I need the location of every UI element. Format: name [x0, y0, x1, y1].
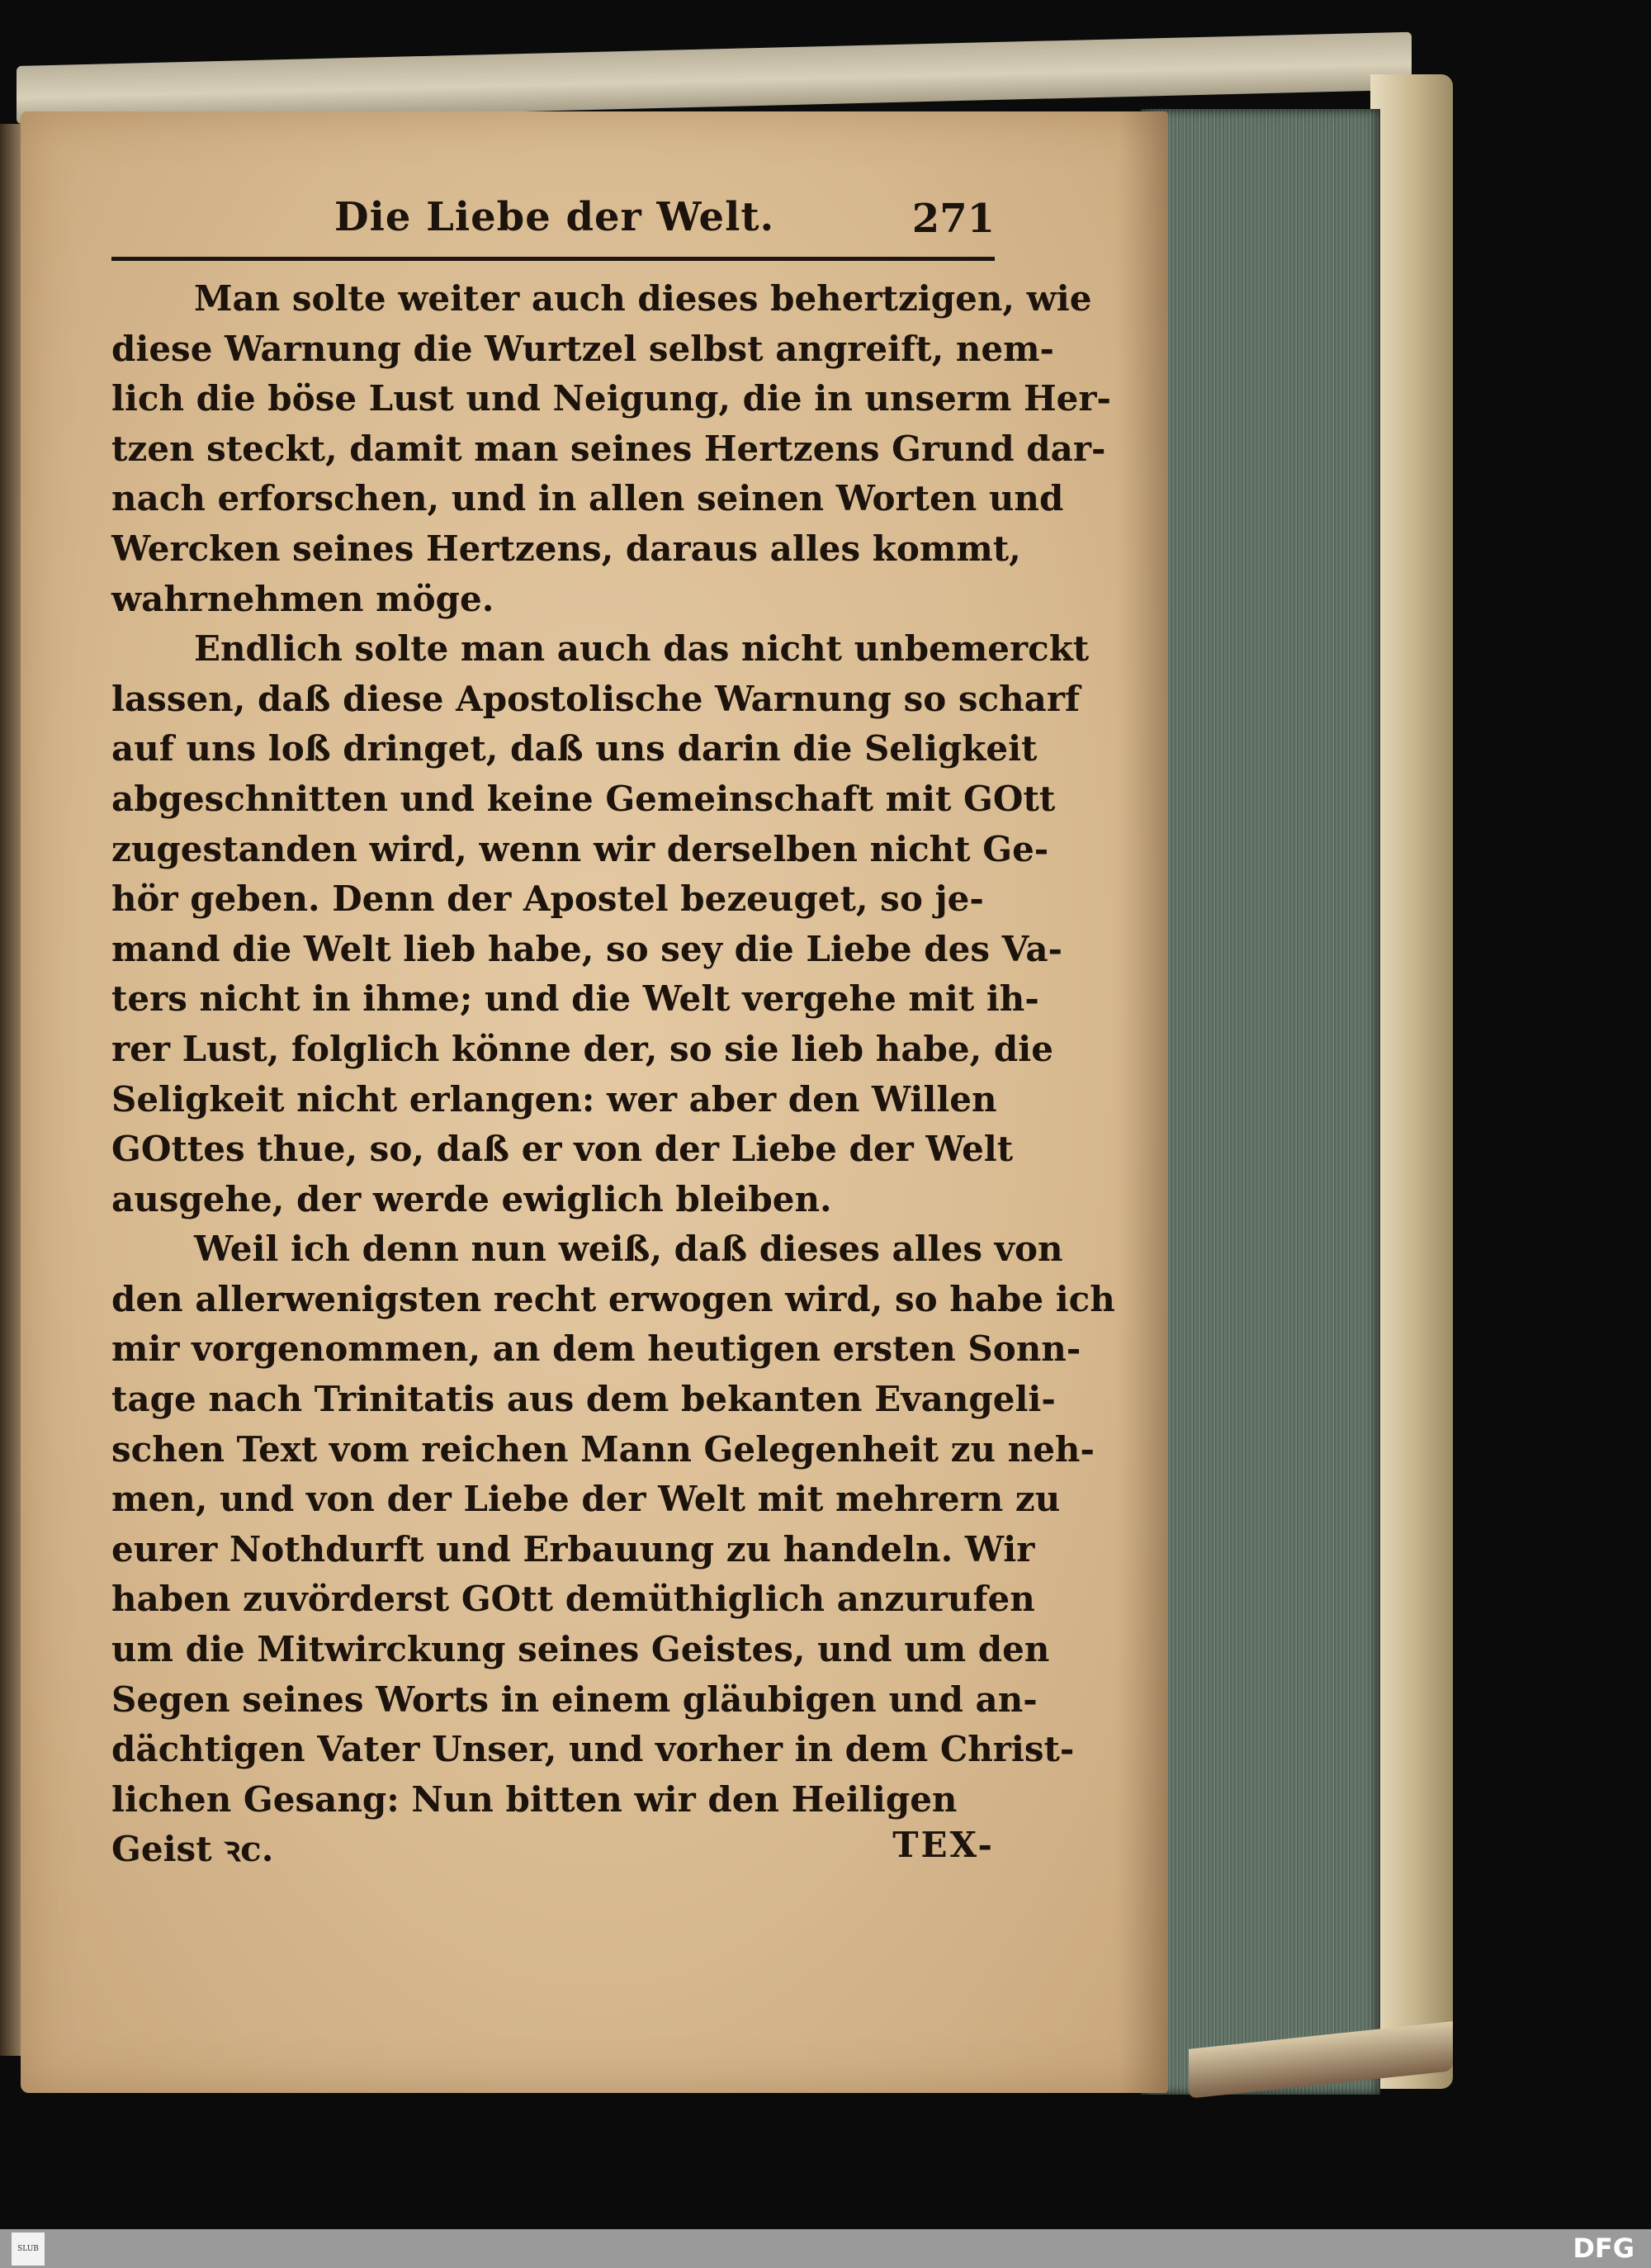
page-number: 271 — [911, 196, 995, 242]
closing-row — [111, 1825, 995, 1874]
text-line: zugestanden wird, wenn wir derselben nicht Ge- — [111, 828, 1049, 869]
dfg-mark: DFG — [1573, 2232, 1634, 2264]
text-line: haben zuvörderst GOtt demüthiglich anzurufen — [111, 1579, 1035, 1620]
viewer-footer-bar — [0, 2229, 1651, 2268]
text-line: Man solte weiter auch dieses behertzigen, wie — [194, 278, 1092, 319]
text-line: lich die böse Lust und Neigung, die in unserm Her- — [111, 378, 1111, 419]
text-line: tzen steckt, damit man seines Hertzens Grund dar- — [111, 428, 1106, 469]
text-line: abgeschnitten und keine Gemeinschaft mit GOtt — [111, 778, 1056, 819]
text-line: men, und von der Liebe der Welt mit mehrern zu — [111, 1479, 1061, 1520]
header-rule — [111, 257, 995, 261]
text-line: Endlich solte man auch das nicht unbemerckt — [194, 628, 1090, 670]
text-line: GOttes thue, so, daß er von der Liebe der Welt — [111, 1129, 1014, 1170]
text-line: mir vorgenommen, an dem heutigen ersten Sonn- — [111, 1328, 1081, 1370]
library-logo: SLUB — [12, 2232, 45, 2266]
paragraph-2 — [111, 624, 1090, 1224]
book-fore-edge — [1141, 109, 1380, 2095]
paragraph-1 — [111, 274, 1111, 624]
text-line: den allerwenigsten recht erwogen wird, so habe ich — [111, 1278, 1115, 1319]
book-back-cover — [1370, 74, 1453, 2089]
text-line: Segen seines Worts in einem gläubigen und an- — [111, 1679, 1038, 1720]
text-line: Seligkeit nicht erlangen: wer aber den Willen — [111, 1078, 997, 1120]
paragraph-3 — [111, 1224, 1115, 1825]
page-text-block — [111, 194, 1115, 1874]
text-line: lassen, daß diese Apostolische Warnung so scharf — [111, 678, 1081, 719]
page-gutter-shadow — [1119, 111, 1168, 2093]
text-line: rer Lust, folglich könne der, so sie lieb habe, die — [111, 1028, 1053, 1069]
text-line: nach erforschen, und in allen seinen Worten und — [111, 478, 1064, 519]
text-line: wahrnehmen möge. — [111, 578, 494, 619]
text-line: ausgehe, der werde ewiglich bleiben. — [111, 1178, 832, 1219]
text-line: schen Text vom reichen Mann Gelegenheit zu neh- — [111, 1428, 1095, 1470]
text-line: um die Mitwirckung seines Geistes, und um den — [111, 1629, 1050, 1670]
closing-line: Geist ꝛc. — [111, 1829, 274, 1870]
text-line: tage nach Trinitatis aus dem bekanten Evangeli- — [111, 1379, 1056, 1420]
text-line: eurer Nothdurft und Erbauung zu handeln. Wir — [111, 1528, 1035, 1570]
text-line: ters nicht in ihme; und die Welt vergehe mit ih- — [111, 978, 1039, 1020]
text-line: dächtigen Vater Unser, und vorher in dem Christ- — [111, 1729, 1075, 1770]
text-line: auf uns loß dringet, daß uns darin die Seligkeit — [111, 728, 1038, 769]
page-header — [111, 194, 995, 252]
text-line: hör geben. Denn der Apostel bezeuget, so je- — [111, 878, 984, 920]
catchword: TEX- — [892, 1825, 995, 1866]
text-line: diese Warnung die Wurtzel selbst angreift, nem- — [111, 328, 1054, 369]
text-line: lichen Gesang: Nun bitten wir den Heiligen — [111, 1778, 958, 1820]
running-title: Die Liebe der Welt. — [334, 194, 775, 240]
text-line: mand die Welt lieb habe, so sey die Liebe des Va- — [111, 928, 1062, 969]
text-line: Weil ich denn nun weiß, daß dieses alles von — [194, 1229, 1063, 1270]
text-line: Wercken seines Hertzens, daraus alles kommt, — [111, 528, 1021, 569]
